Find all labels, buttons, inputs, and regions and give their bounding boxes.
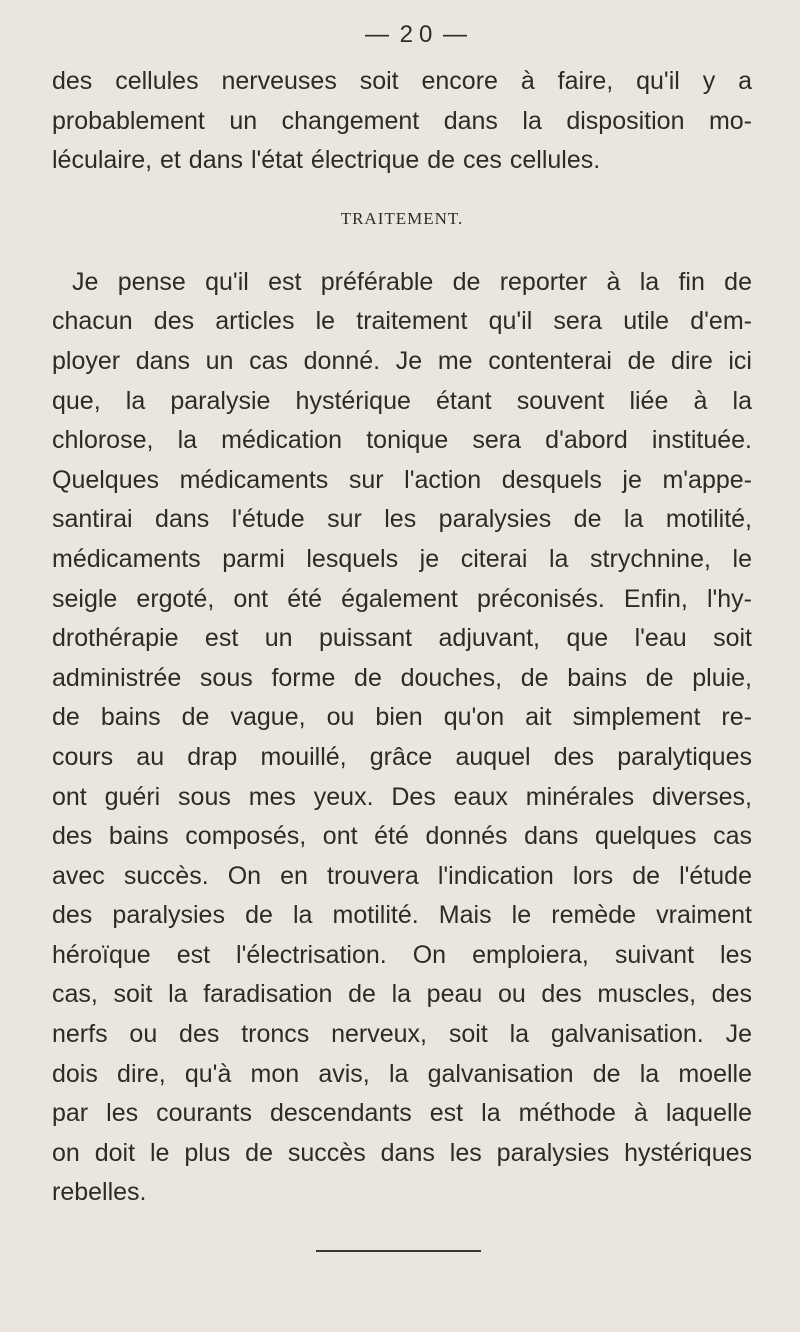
text-line: par les courants descendants est la méthode à laquelle xyxy=(52,1099,752,1128)
text-line: seigle ergoté, ont été également préconisés. Enfin, l'hy- xyxy=(52,584,752,613)
page-number: — 2 0 — xyxy=(364,21,470,48)
text-line: Je pense qu'il est préférable de reporter à la fin de xyxy=(72,267,752,296)
body-paragraph xyxy=(52,263,752,1213)
text-line: Quelques médicaments sur l'action desquels je m'appe- xyxy=(52,465,752,494)
text-line: drothérapie est un puissant adjuvant, que l'eau soit xyxy=(52,624,752,653)
text-line: ployer dans un cas donné. Je me contenterai de dire ici xyxy=(52,346,752,375)
text-line: ont guéri sous mes yeux. Des eaux minérales diverses, xyxy=(52,782,752,811)
text-line: des paralysies de la motilité. Mais le remède vraiment xyxy=(52,901,752,930)
text-line: dois dire, qu'à mon avis, la galvanisation de la moelle xyxy=(52,1059,752,1088)
text-line: rebelles. xyxy=(52,1178,147,1207)
text-line: médicaments parmi lesquels je citerai la strychnine, le xyxy=(52,544,752,573)
text-line: probablement un changement dans la disposition mo- xyxy=(52,106,752,135)
intro-paragraph xyxy=(52,62,752,181)
text-line: léculaire, et dans l'état électrique de ces cellules. xyxy=(52,146,601,175)
text-line: on doit le plus de succès dans les paralysies hystériques xyxy=(52,1138,752,1167)
text-line: de bains de vague, ou bien qu'on ait simplement re- xyxy=(52,703,752,732)
text-line: cas, soit la faradisation de la peau ou des muscles, des xyxy=(52,980,752,1009)
book-page xyxy=(52,20,752,1213)
text-line: cours au drap mouillé, grâce auquel des paralytiques xyxy=(52,742,752,771)
end-rule-divider xyxy=(316,1250,481,1252)
text-line: que, la paralysie hystérique étant souvent liée à la xyxy=(52,386,752,415)
text-line: héroïque est l'électrisation. On emploiera, suivant les xyxy=(52,940,752,969)
text-line: nerfs ou des troncs nerveux, soit la galvanisation. Je xyxy=(52,1020,752,1049)
text-line: des bains composés, ont été donnés dans quelques cas xyxy=(52,822,752,851)
text-line: chlorose, la médication tonique sera d'abord instituée. xyxy=(52,426,752,455)
text-line: avec succès. On en trouvera l'indication lors de l'étude xyxy=(52,861,752,890)
text-line: santirai dans l'étude sur les paralysies de la motilité, xyxy=(52,505,752,534)
text-line: chacun des articles le traitement qu'il sera utile d'em- xyxy=(52,307,752,336)
section-heading: TRAITEMENT. xyxy=(340,208,464,228)
text-line: des cellules nerveuses soit encore à faire, qu'il y a xyxy=(52,67,752,95)
text-line: administrée sous forme de douches, de bains de pluie, xyxy=(52,663,752,692)
